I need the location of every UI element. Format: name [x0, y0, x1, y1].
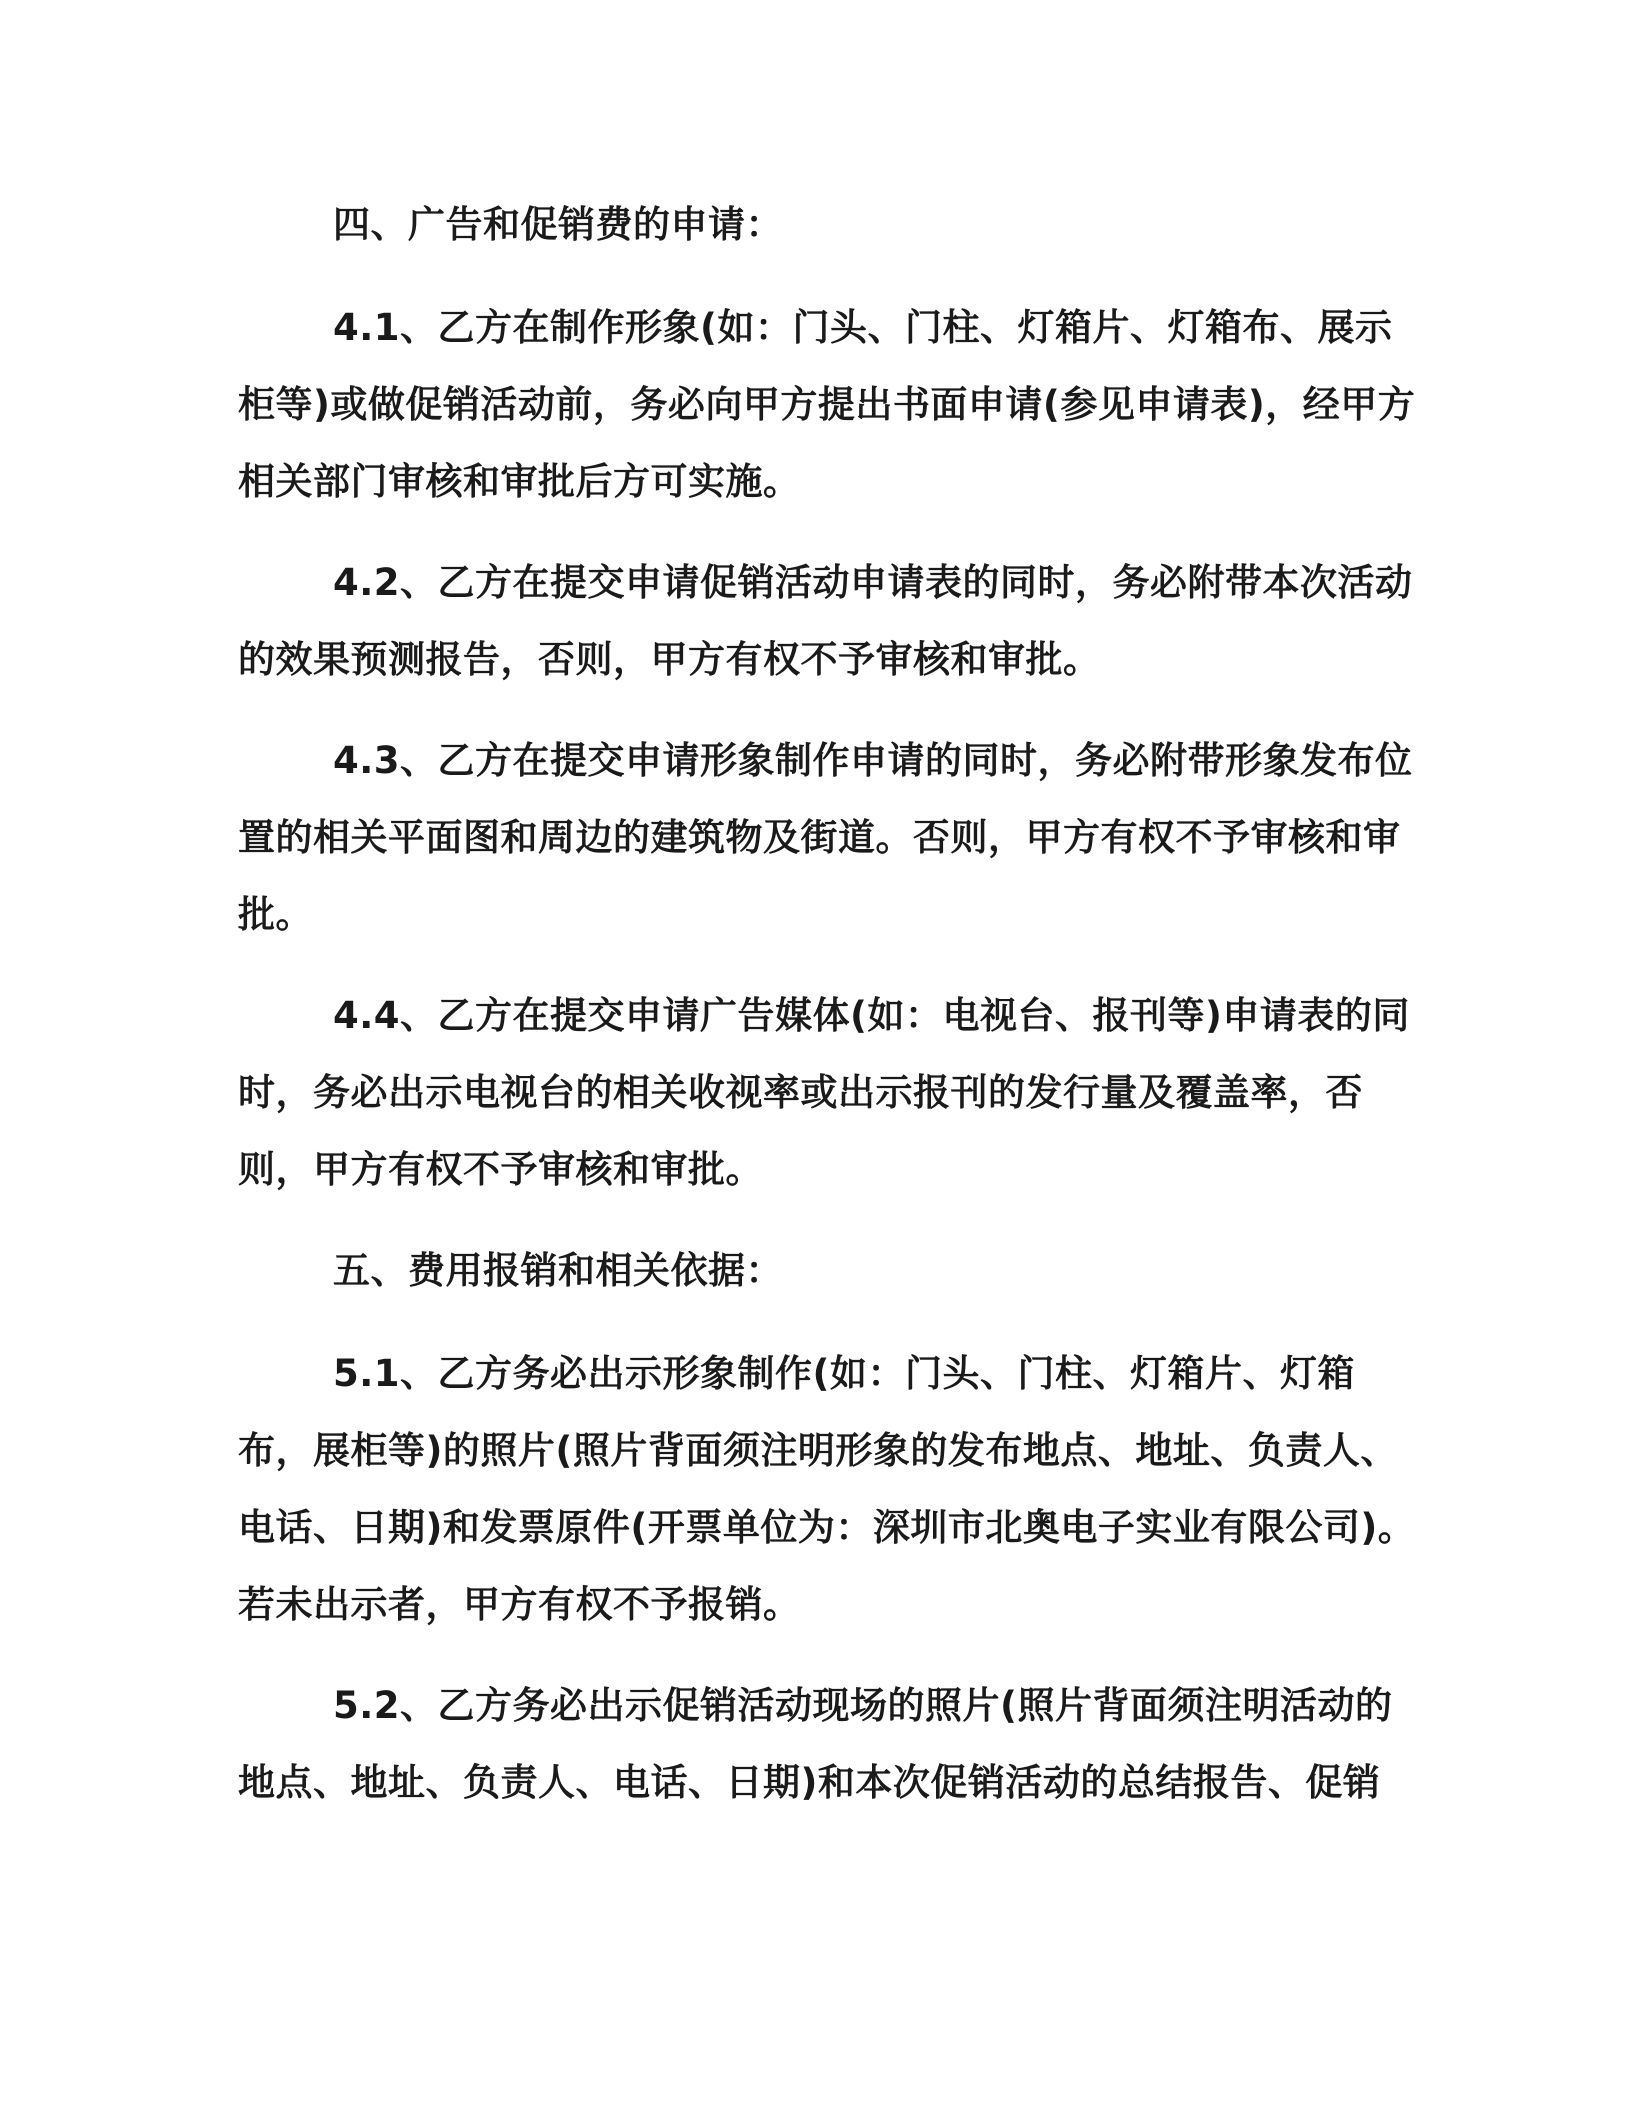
clause-4-1: 4.1、乙方在制作形象(如：门头、门柱、灯箱片、灯箱布、展示柜等)或做促销活动前，务必向甲方提出书面申请(参见申请表)，经甲方相关部门审核和审批后方可实施。: [238, 306, 1416, 503]
clause-5-1: 5.1、乙方务必出示形象制作(如：门头、门柱、灯箱片、灯箱布，展柜等)的照片(照片背面须注明形象的发布地点、地址、负责人、电话、日期)和发票原件(开票单位为：深圳市北奥电子实业有限公司)。若未出示者，甲方有权不予报销。: [238, 1352, 1416, 1626]
clause-4-3: 4.3、乙方在提交申请形象制作申请的同时，务必附带形象发布位置的相关平面图和周边的建筑物及街道。否则，甲方有权不予审核和审批。: [238, 739, 1413, 936]
section-heading-5: 五、费用报销和相关依据：: [333, 1249, 783, 1292]
clause-4-2: 4.2、乙方在提交申请促销活动申请表的同时，务必附带本次活动的效果预测报告，否则，甲方有权不予审核和审批。: [238, 561, 1413, 681]
section-heading-4: 四、广告和促销费的申请：: [333, 203, 783, 246]
clause-5-2: 5.2、乙方务必出示促销活动现场的照片(照片背面须注明活动的地点、地址、负责人、电话、日期)和本次促销活动的总结报告、促销: [238, 1684, 1393, 1804]
document-body: [238, 186, 1418, 1845]
clause-4-4: 4.4、乙方在提交申请广告媒体(如：电视台、报刊等)申请表的同时，务必出示电视台的相关收视率或出示报刊的发行量及覆盖率，否则，甲方有权不予审核和审批。: [238, 994, 1410, 1191]
